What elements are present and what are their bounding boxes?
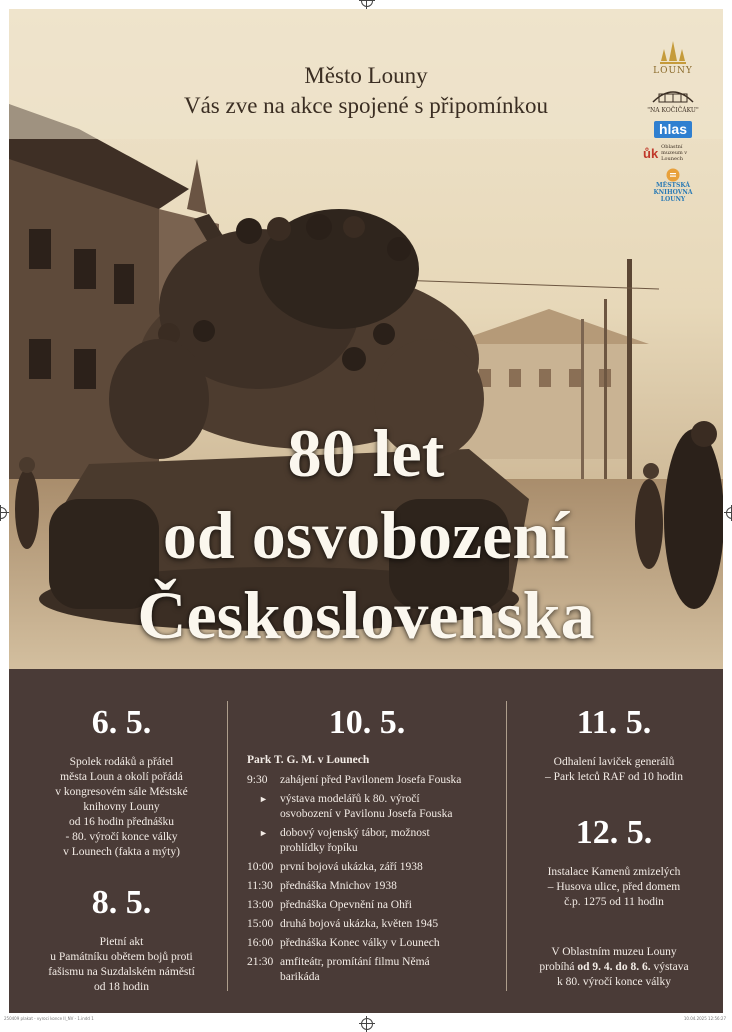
louny-logo-text: LOUNY [653, 66, 693, 76]
event-11-5 [519, 703, 709, 785]
exhibition-line: k 80. výročí konce války [556, 976, 671, 988]
program-text: druhá bojová ukázka, květen 1945 [280, 918, 439, 930]
program-row [247, 936, 487, 951]
program-time: 13:00 [247, 899, 274, 911]
exhibition-info [519, 945, 709, 990]
event-description [29, 935, 214, 995]
event-description [29, 755, 214, 860]
event-6-5 [29, 703, 214, 860]
na-kocicaku-logo-text: "NA KOČIČÁKU" [647, 107, 699, 114]
program-row [247, 898, 487, 913]
bullet-arrow-icon: ► [259, 794, 268, 804]
registration-mark-right [726, 507, 732, 519]
program-text: přednáška Konec války v Lounech [280, 937, 440, 949]
event-line: - 80. výročí konce války [65, 831, 178, 843]
event-line: u Památníku obětem bojů proti [50, 951, 193, 963]
partner-logos [643, 41, 703, 209]
event-10-5 [247, 703, 487, 989]
header-city: Město Louny [304, 63, 428, 88]
program-time: 9:30 [247, 774, 268, 786]
event-line: Pietní akt [99, 936, 144, 948]
event-line: města Loun a okolí pořádá [60, 771, 183, 783]
event-line: – Park letců RAF od 10 hodin [545, 771, 683, 783]
event-line: – Husova ulice, před domem [547, 881, 681, 893]
event-description [519, 865, 709, 910]
event-place: Park T. G. M. v Lounech [247, 754, 370, 766]
louny-crest-icon [658, 41, 688, 67]
column-divider [227, 701, 228, 991]
event-date: 6. 5. [91, 704, 152, 741]
events-panel [9, 669, 723, 1013]
building-icon [651, 82, 695, 106]
program-text: výstava modelářů k 80. výročí osvobození v Pavilonu Josefa Fouska [280, 793, 453, 820]
event-line: Instalace Kamenů zmizelých [547, 866, 681, 878]
knihovna-logo-text: MĚSTSKÁ KNIHOVNA LOUNY [653, 182, 693, 203]
bullet-arrow-icon: ► [259, 828, 268, 838]
program-time: 15:00 [247, 918, 274, 930]
title-line-3: Československa [137, 577, 595, 653]
exhibition-text: výstava [650, 961, 689, 973]
event-date: 12. 5. [575, 814, 653, 851]
event-line: od 16 hodin přednášku [68, 816, 175, 828]
louny-logo [643, 41, 703, 76]
knihovna-logo [643, 168, 703, 203]
title-line-2: od osvobození [162, 497, 570, 573]
oblastni-muzeum-logo-text: Oblastní muzeum v Lounech [661, 144, 688, 162]
event-program [247, 753, 487, 985]
event-line: č.p. 1275 od 11 hodin [564, 896, 664, 908]
event-date: 8. 5. [91, 884, 152, 921]
column-divider [506, 701, 507, 991]
exhibition-line: V Oblastním muzeu Louny [551, 946, 677, 958]
event-8-5 [29, 883, 214, 995]
program-row [247, 860, 487, 875]
header [9, 61, 723, 121]
event-date: 10. 5. [328, 704, 406, 741]
program-row [247, 826, 487, 856]
program-row [247, 773, 487, 788]
program-row [247, 792, 487, 822]
print-slug-left: 250409 plakat - vyroci konce II_NV - 1.indd 1 [4, 1016, 94, 1021]
exhibition-line [519, 960, 709, 975]
event-line: Odhalení laviček generálů [553, 756, 675, 768]
event-line: fašismu na Suzdalském náměstí [48, 966, 195, 978]
hlas-logo-text: hlas [654, 121, 692, 138]
program-text: amfiteátr, promítání filmu Němá barikáda [280, 956, 430, 983]
event-12-5 [519, 813, 709, 910]
print-slug [0, 1015, 732, 1024]
na-kocicaku-logo [643, 82, 703, 115]
program-row [247, 917, 487, 932]
event-date: 11. 5. [576, 704, 652, 741]
program-time: 11:30 [247, 880, 273, 892]
program-text: první bojová ukázka, září 1938 [280, 861, 423, 873]
uk-mark-icon: ůk [643, 145, 659, 161]
oblastni-muzeum-logo [643, 144, 703, 162]
program-time: 16:00 [247, 937, 274, 949]
hlas-logo [643, 121, 703, 138]
program-text: zahájení před Pavilonem Josefa Fouska [280, 774, 462, 786]
program-row [247, 879, 487, 894]
event-line: knihovny Louny [83, 801, 160, 813]
poster [9, 9, 723, 1013]
registration-mark-top [361, 0, 373, 7]
event-line: od 18 hodin [94, 981, 149, 993]
program-time: 21:30 [247, 956, 274, 968]
program-text: přednáška Opevnění na Ohři [280, 899, 412, 911]
event-line: Spolek rodáků a přátel [69, 756, 174, 768]
event-line: v Lounech (fakta a mýty) [63, 846, 180, 858]
program-text: dobový vojenský tábor, možnost prohlídky řopíku [280, 827, 430, 854]
program-text: přednáška Mnichov 1938 [280, 880, 397, 892]
program-row [247, 955, 487, 985]
exhibition-text: probíhá [539, 961, 578, 973]
program-time: 10:00 [247, 861, 274, 873]
exhibition-dates: od 9. 4. do 8. 6. [577, 961, 651, 973]
library-flame-icon [666, 168, 680, 182]
event-description [519, 755, 709, 785]
header-invitation: Vás zve na akce spojené s připomínkou [183, 93, 549, 118]
registration-mark-left [0, 507, 7, 519]
event-line: v kongresovém sále Městské [55, 786, 188, 798]
print-slug-right: 10.04.2025 12:56:27 [683, 1016, 726, 1021]
title-line-1: 80 let [287, 415, 445, 491]
